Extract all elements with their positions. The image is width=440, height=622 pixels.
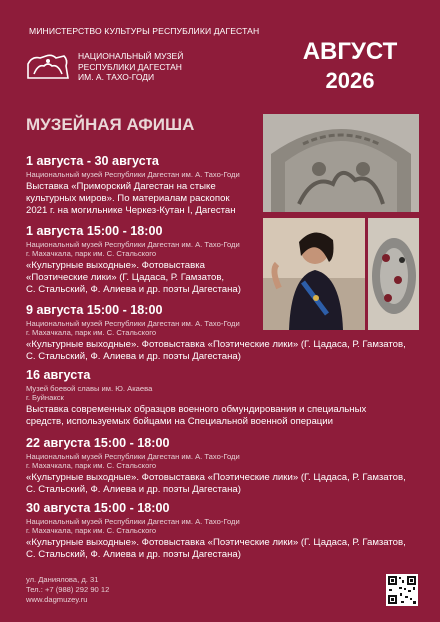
event-description bbox=[26, 537, 422, 561]
event-location-line: Музей боевой славы им. Ю. Акаева bbox=[26, 384, 153, 393]
poster-title: МУЗЕЙНАЯ АФИША bbox=[26, 115, 195, 134]
event-description-line: средств, используемых бойцами на Специальной военной операции bbox=[26, 416, 334, 428]
event-description-line: культурных миров». По материалам раскопок bbox=[26, 193, 230, 204]
event-location-line: Национальный музей Республики Дагестан им. А. Тахо-Годи bbox=[26, 240, 240, 249]
ministry-name: МИНИСТЕРСТВО КУЛЬТУРЫ РЕСПУБЛИКИ ДАГЕСТАН bbox=[29, 26, 260, 36]
year-heading: 2026 bbox=[325, 68, 375, 93]
event-item bbox=[26, 224, 262, 296]
event-description-line: С. Стальский, Ф. Алиева и др. поэты Дагестана) bbox=[26, 284, 241, 295]
event-date: 1 августа 15:00 - 18:00 bbox=[26, 224, 163, 238]
event-item bbox=[26, 501, 422, 561]
event-description-line: С. Стальский, Ф. Алиева и др. поэты Дагестана) bbox=[26, 351, 241, 363]
event-item bbox=[26, 368, 422, 428]
event-description-line: 2021 г. на могильнике Черкез-Кутан I, Дагестан bbox=[26, 204, 236, 216]
event-location-line: г. Махачкала, парк им. С. Стальского bbox=[26, 526, 157, 536]
website-link[interactable]: www.dagmuzey.ru bbox=[26, 595, 88, 604]
event-location-line: Национальный музей Республики Дагестан им. А. Тахо-Годи bbox=[26, 452, 240, 461]
stone-relief-photo bbox=[263, 114, 419, 212]
event-location-line: г. Махачкала, парк им. С. Стальского bbox=[26, 249, 157, 259]
museum-name-line: НАЦИОНАЛЬНЫЙ МУЗЕЙ bbox=[78, 51, 184, 61]
museum-name-line: ИМ. А. ТАХО-ГОДИ bbox=[78, 72, 155, 82]
event-location-line: г. Буйнакск bbox=[26, 393, 64, 403]
event-location-line: г. Махачкала, парк им. С. Стальского bbox=[26, 461, 157, 471]
event-location bbox=[26, 517, 422, 535]
museum-logo-icon bbox=[26, 52, 70, 80]
month-heading: АВГУСТ bbox=[302, 38, 398, 65]
event-description-line: «Поэтические лики» (Г. Цадаса, Р. Гамзатов, bbox=[26, 272, 225, 284]
event-description bbox=[26, 404, 422, 428]
event-location-line: г. Махачкала, парк им. С. Стальского bbox=[26, 328, 157, 338]
event-item bbox=[26, 303, 422, 363]
event-description-line: Выставка современных образцов военного обмундирования и специальных bbox=[26, 404, 367, 416]
address: ул. Даниялова, д. 31 bbox=[26, 575, 99, 584]
event-date: 16 августа bbox=[26, 368, 91, 382]
event-location: Национальный музей Республики Дагестан им. А. Тахо-Годи bbox=[26, 170, 240, 179]
event-description bbox=[26, 472, 422, 496]
event-description bbox=[26, 181, 262, 216]
event-date: 22 августа 15:00 - 18:00 bbox=[26, 436, 170, 450]
event-location bbox=[26, 384, 422, 402]
event-location-line: Национальный музей Республики Дагестан им. А. Тахо-Годи bbox=[26, 517, 240, 526]
event-description-line: «Культурные выходные». Фотовыставка «Поэтические лики» (Г. Цадаса, Р. Гамзатов, bbox=[26, 472, 406, 484]
event-description-line: С. Стальский, Ф. Алиева и др. поэты Дагестана) bbox=[26, 549, 241, 561]
event-description bbox=[26, 339, 422, 363]
event-description-line: «Культурные выходные». Фотовыставка bbox=[26, 260, 205, 272]
event-date: 30 августа 15:00 - 18:00 bbox=[26, 501, 170, 515]
event-description-line: Выставка «Приморский Дагестан на стыке bbox=[26, 181, 216, 193]
museum-name bbox=[78, 51, 183, 83]
event-description bbox=[26, 260, 262, 295]
museum-name-line: РЕСПУБЛИКИ ДАГЕСТАН bbox=[78, 61, 182, 72]
event-description-line: «Культурные выходные». Фотовыставка «Поэтические лики» (Г. Цадаса, Р. Гамзатов, bbox=[26, 537, 406, 549]
event-location bbox=[26, 452, 422, 470]
phone[interactable]: Тел.: +7 (988) 292 90 12 bbox=[26, 585, 110, 594]
event-location bbox=[26, 240, 262, 258]
event-date: 1 августа - 30 августа bbox=[26, 154, 159, 168]
event-date: 9 августа 15:00 - 18:00 bbox=[26, 303, 163, 317]
event-item bbox=[26, 436, 422, 496]
event-location bbox=[26, 319, 422, 337]
event-location-line: Национальный музей Республики Дагестан им. А. Тахо-Годи bbox=[26, 319, 240, 328]
event-description-line: «Культурные выходные». Фотовыставка «Поэтические лики» (Г. Цадаса, Р. Гамзатов, bbox=[26, 339, 406, 351]
event-description-line: С. Стальский, Ф. Алиева и др. поэты Дагестана) bbox=[26, 484, 241, 496]
qr-code-icon[interactable] bbox=[386, 574, 418, 606]
event-item bbox=[26, 154, 262, 217]
contact-info bbox=[26, 575, 109, 605]
